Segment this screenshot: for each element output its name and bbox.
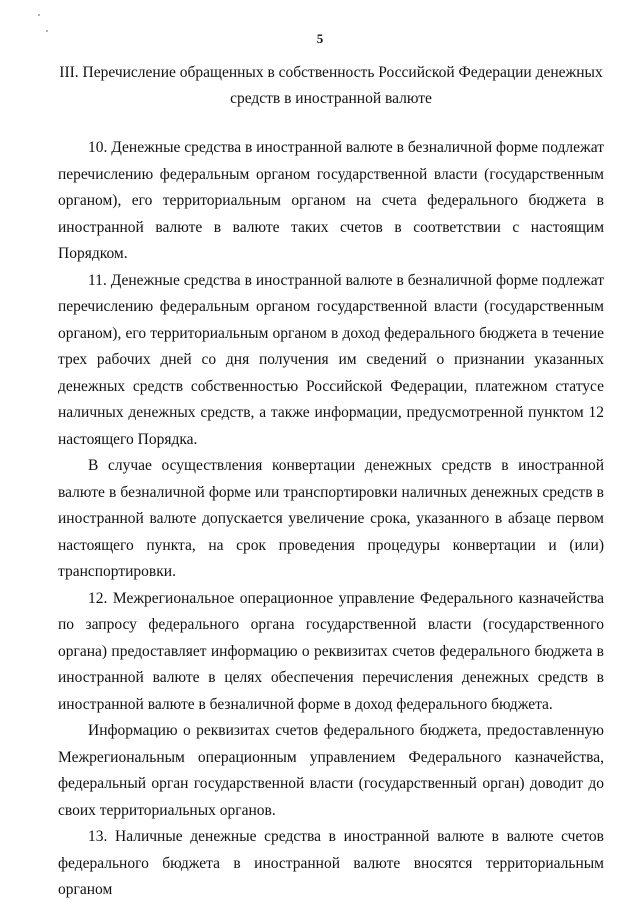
scan-speck [38,14,40,16]
section-title [58,60,604,112]
paragraph-item-11-continuation: В случае осуществления конвертации денежных средств в иностранной валюте в безналичной форме или транспортировки наличных денежных средств в иностранной валюте допускается увеличение срока, указанного в абзаце первом настоящего пункта, на срок проведения процедуры конвертации и (или) транспортировки. [58,457,604,580]
paragraph-item-10: 10. Денежные средства в иностранной валюте в безналичной форме подлежат перечислению федеральным органом государственной власти (государственным органом), его территориальным органом на счета федерального бюджета в иностранной валюте в валюте таких счетов в соответствии с настоящим Порядком. [58,139,604,262]
section-title-line-1: III. Перечисление обращенных в собственность Российской Федерации денежных [59,64,603,81]
paragraph-item-11: 11. Денежные средства в иностранной валюте в безналичной форме подлежат перечислению федеральным органом государственной власти (государственным органом), его территориальным органом в доход федерального бюджета в течение трех рабочих дней со дня получения им сведений о признании указанных денежных средств собственностью Российской Федерации, платежном статусе наличных денежных средств, а также информации, предусмотренной пунктом 12 настоящего Порядка. [58,271,604,448]
paragraph-item-13: 13. Наличные денежные средства в иностранной валюте в валюте счетов федерального бюджета в иностранной валюте вносятся территориальным органом [58,828,604,898]
page-number: 5 [316,31,324,46]
document-body [58,135,604,904]
paragraph-item-12: 12. Межрегиональное операционное управление Федерального казначейства по запросу федерального органа государственной власти (государственного органа) предоставляет информацию о реквизитах счетов федерального бюджета в иностранной валюте в целях обеспечения перечисления денежных средств в иностранной валюте в безналичной форме в доход федерального бюджета. [58,589,604,713]
section-title-line-2: средств в иностранной валюте [230,90,432,107]
paragraph-item-12-continuation: Информацию о реквизитах счетов федерального бюджета, предоставленную Межрегиональным операционным управлением Федерального казначейства, федеральный орган государственной власти (государственный орган) доводит до своих территориальных органов. [58,722,604,819]
